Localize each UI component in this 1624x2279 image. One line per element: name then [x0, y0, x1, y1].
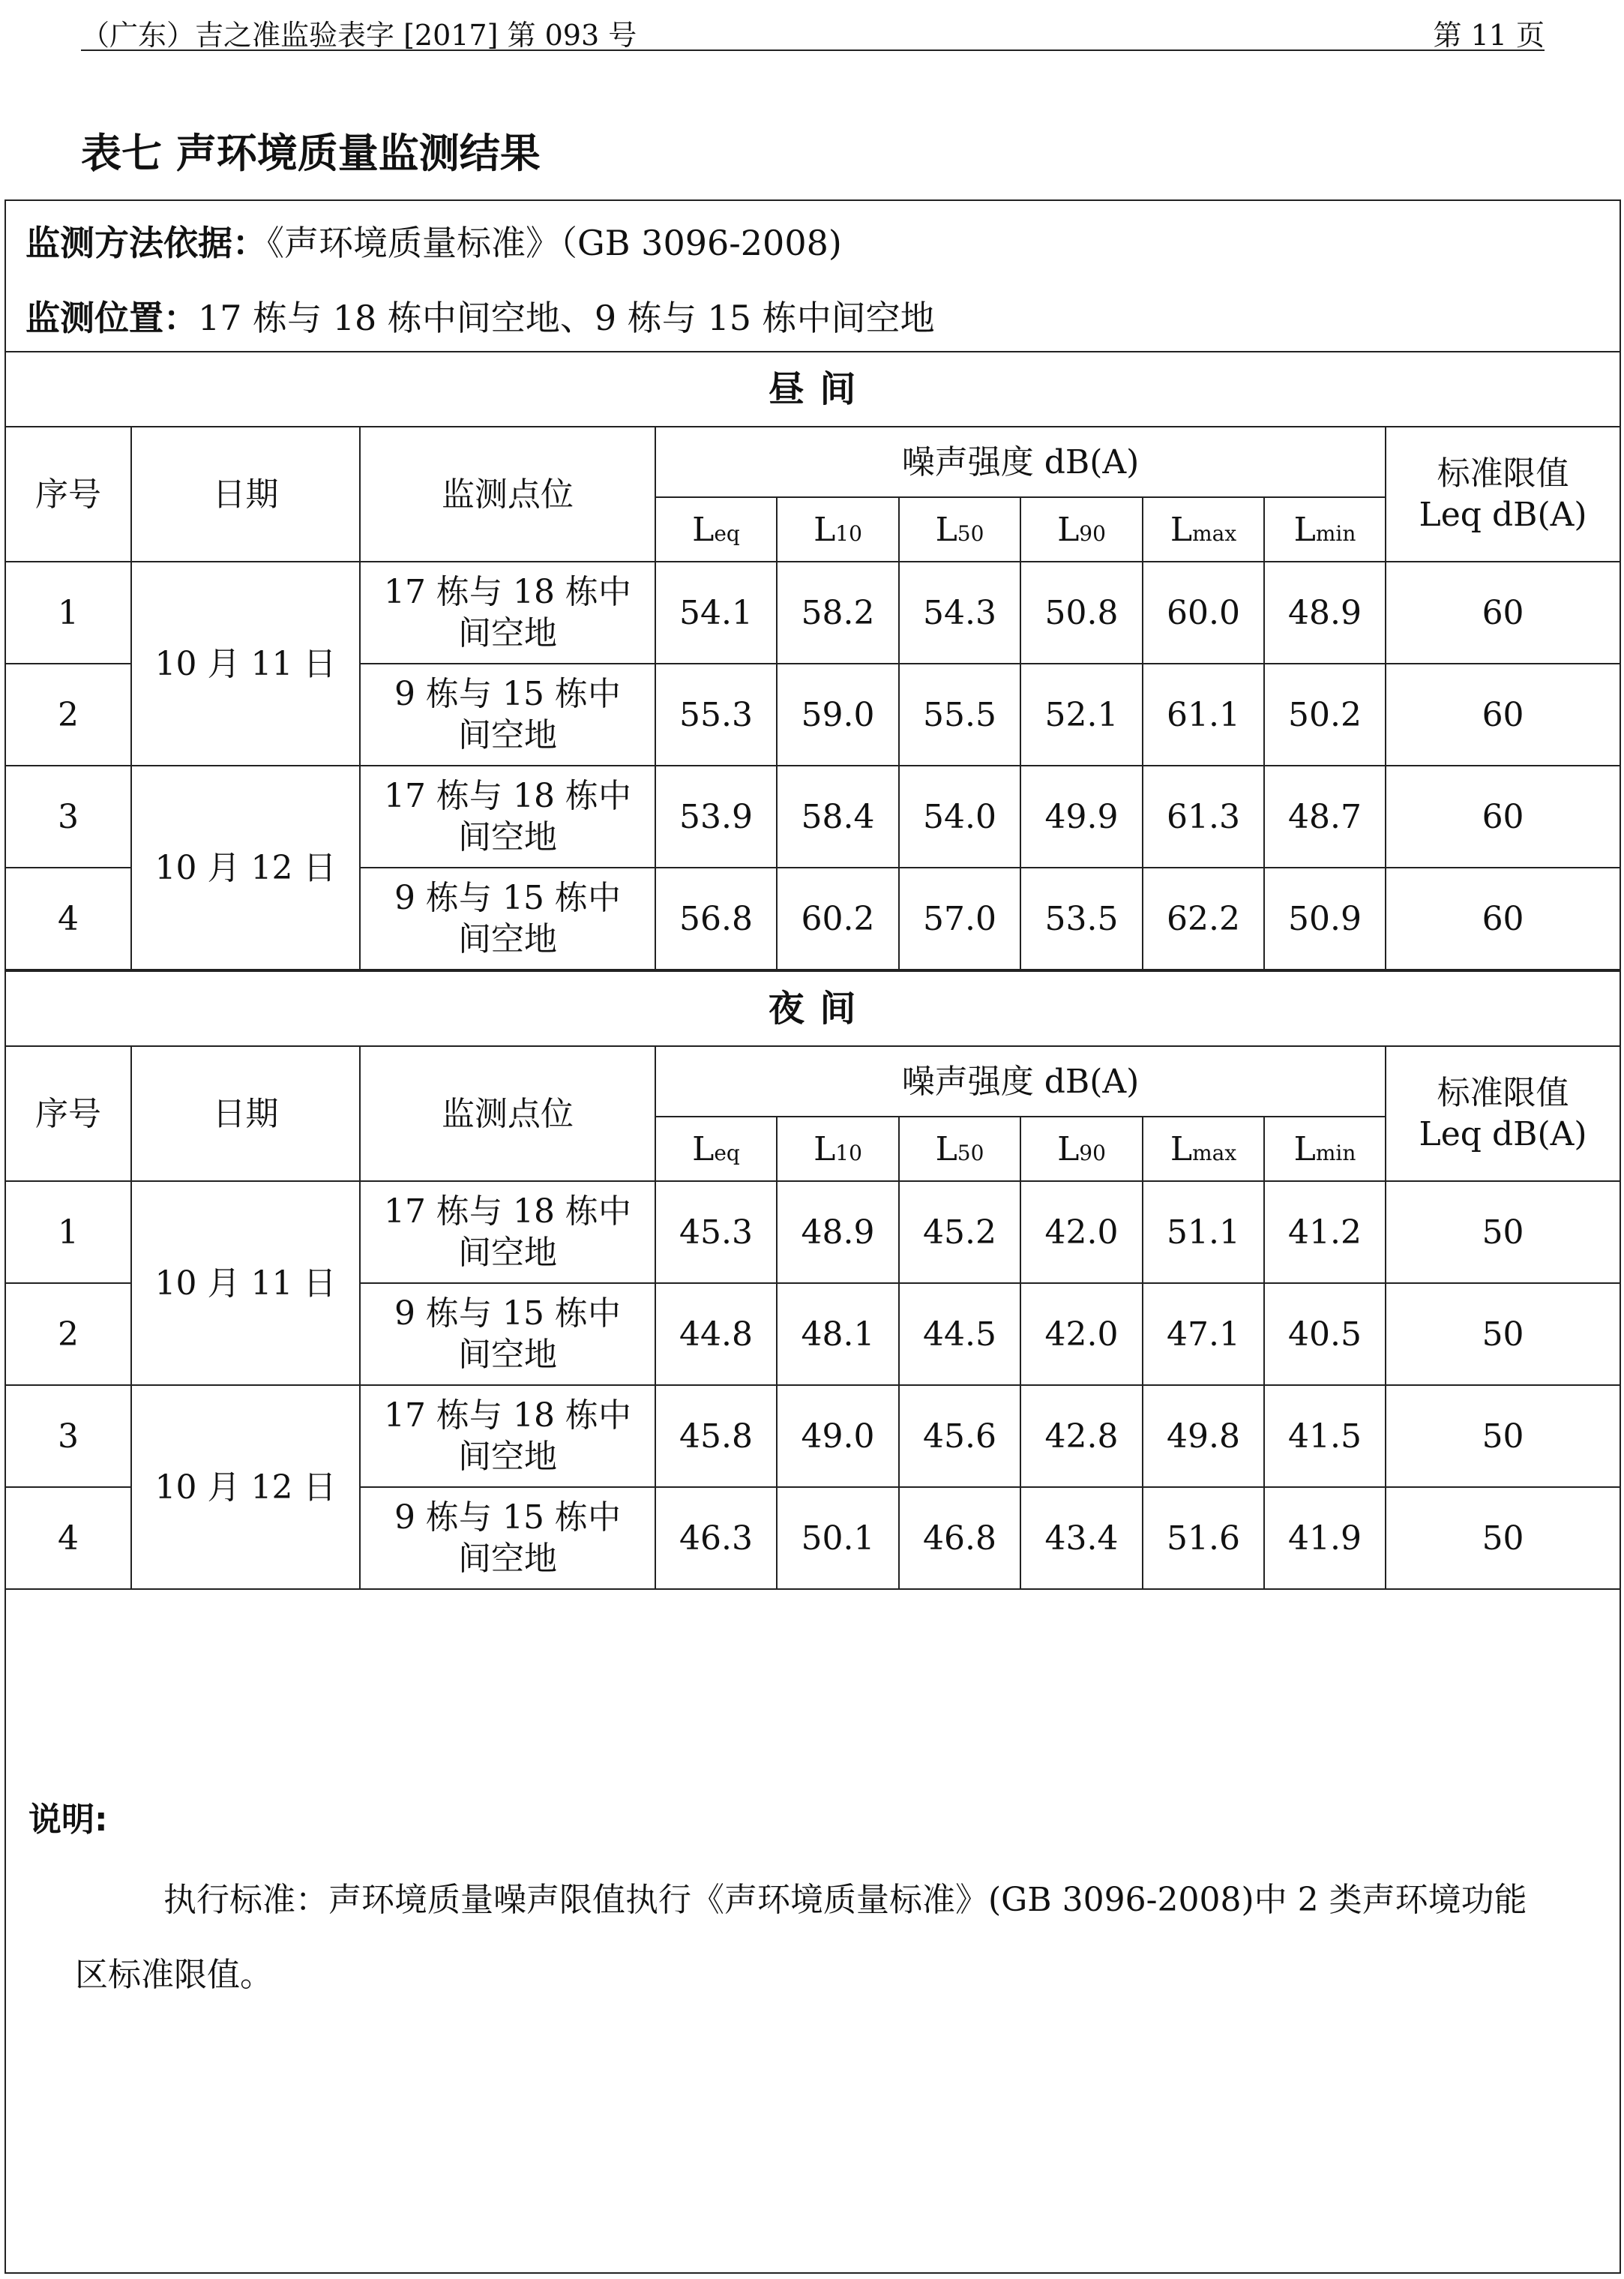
table-cell: 42.0	[1020, 1181, 1143, 1283]
table-cell: 58.2	[777, 562, 899, 664]
location-label: 监测位置：	[25, 298, 198, 338]
table-cell: 47.1	[1143, 1283, 1264, 1385]
table-cell: 48.9	[777, 1181, 899, 1283]
table-cell: 49.9	[1020, 766, 1143, 868]
subheader-l10: L10	[777, 497, 899, 562]
subheader-lmax: Lmax	[1143, 1117, 1264, 1181]
subheader-l10: L10	[777, 1117, 899, 1181]
table-cell: 41.9	[1264, 1487, 1386, 1589]
table-cell: 61.1	[1143, 664, 1264, 766]
date-cell: 10 月 12 日	[131, 1385, 360, 1589]
method-value: 《声环境质量标准》（GB 3096-2008)	[267, 223, 842, 263]
table-cell: 54.3	[899, 562, 1020, 664]
table-cell: 46.3	[655, 1487, 777, 1589]
table-cell: 50.8	[1020, 562, 1143, 664]
note-text: 执行标准：声环境质量噪声限值执行《声环境质量标准》(GB 3096-2008)中 2 类声环境功能区标准限值。	[75, 1881, 1527, 1994]
subheader-l50: L50	[899, 1117, 1020, 1181]
subheader-l90: L90	[1020, 497, 1143, 562]
table-cell: 49.8	[1143, 1385, 1264, 1487]
table-cell: 50	[1386, 1487, 1620, 1589]
table-cell: 3	[6, 1385, 131, 1487]
table-cell: 50.2	[1264, 664, 1386, 766]
table-cell: 44.8	[655, 1283, 777, 1385]
table-row	[6, 1181, 1620, 1283]
table-cell: 45.6	[899, 1385, 1020, 1487]
daytime-table	[6, 351, 1620, 970]
table-cell: 40.5	[1264, 1283, 1386, 1385]
table-cell: 50.9	[1264, 868, 1386, 970]
header-no: 序号	[6, 1046, 131, 1181]
results-frame	[4, 199, 1621, 2274]
subheader-lmin: Lmin	[1264, 1117, 1386, 1181]
table-cell: 41.5	[1264, 1385, 1386, 1487]
table-cell: 54.0	[899, 766, 1020, 868]
table-cell: 2	[6, 1283, 131, 1385]
page-header	[81, 6, 1545, 51]
table-cell: 50	[1386, 1283, 1620, 1385]
table-cell: 49.0	[777, 1385, 899, 1487]
table-cell: 48.9	[1264, 562, 1386, 664]
header-date: 日期	[131, 1046, 360, 1181]
table-cell: 42.0	[1020, 1283, 1143, 1385]
table-cell: 51.1	[1143, 1181, 1264, 1283]
table-cell: 2	[6, 664, 131, 766]
table-cell: 57.0	[899, 868, 1020, 970]
point-cell: 17 栋与 18 栋中 间空地	[360, 766, 655, 868]
point-cell: 9 栋与 15 栋中 间空地	[360, 868, 655, 970]
header-point: 监测点位	[360, 427, 655, 562]
table-cell: 48.1	[777, 1283, 899, 1385]
table-cell: 4	[6, 1487, 131, 1589]
date-cell: 10 月 11 日	[131, 1181, 360, 1385]
table-cell: 60.0	[1143, 562, 1264, 664]
subheader-l90: L90	[1020, 1117, 1143, 1181]
subheader-lmin: Lmin	[1264, 497, 1386, 562]
header-limit: 标准限值 Leq dB(A)	[1386, 1046, 1620, 1181]
table-cell: 53.5	[1020, 868, 1143, 970]
table-cell: 42.8	[1020, 1385, 1143, 1487]
table-cell: 41.2	[1264, 1181, 1386, 1283]
subheader-leq: Leq	[655, 497, 777, 562]
table-cell: 4	[6, 868, 131, 970]
note-label: 说明:	[28, 1801, 108, 1839]
table-cell: 3	[6, 766, 131, 868]
table-cell: 60	[1386, 664, 1620, 766]
table-cell: 50	[1386, 1385, 1620, 1487]
table-cell: 45.8	[655, 1385, 777, 1487]
location-line	[25, 291, 935, 340]
table-cell: 62.2	[1143, 868, 1264, 970]
header-noise: 噪声强度 dB(A)	[655, 427, 1386, 497]
daytime-banner: 昼 间	[6, 352, 1620, 427]
table-cell: 46.8	[899, 1487, 1020, 1589]
document-reference: （广东）吉之准监验表字 [2017] 第 093 号	[81, 19, 637, 52]
location-value: 17 栋与 18 栋中间空地、9 栋与 15 栋中间空地	[198, 298, 935, 338]
table-cell: 60	[1386, 562, 1620, 664]
table-cell: 60	[1386, 766, 1620, 868]
table-cell: 51.6	[1143, 1487, 1264, 1589]
table-cell: 60.2	[777, 868, 899, 970]
method-line	[25, 216, 842, 265]
table-cell: 43.4	[1020, 1487, 1143, 1589]
header-limit: 标准限值 Leq dB(A)	[1386, 427, 1620, 562]
table-cell: 1	[6, 562, 131, 664]
page-title: 表七 声环境质量监测结果	[81, 130, 541, 177]
date-cell: 10 月 11 日	[131, 562, 360, 766]
subheader-lmax: Lmax	[1143, 497, 1264, 562]
subheader-leq: Leq	[655, 1117, 777, 1181]
table-cell: 50.1	[777, 1487, 899, 1589]
table-cell: 60	[1386, 868, 1620, 970]
table-cell: 61.3	[1143, 766, 1264, 868]
date-cell: 10 月 12 日	[131, 766, 360, 970]
table-cell: 1	[6, 1181, 131, 1283]
table-cell: 58.4	[777, 766, 899, 868]
nighttime-table	[6, 970, 1620, 1590]
table-cell: 56.8	[655, 868, 777, 970]
table-cell: 55.3	[655, 664, 777, 766]
table-cell: 54.1	[655, 562, 777, 664]
point-cell: 9 栋与 15 栋中 间空地	[360, 1487, 655, 1589]
table-cell: 55.5	[899, 664, 1020, 766]
point-cell: 9 栋与 15 栋中 间空地	[360, 664, 655, 766]
table-cell: 44.5	[899, 1283, 1020, 1385]
table-row	[6, 1385, 1620, 1487]
header-date: 日期	[131, 427, 360, 562]
subheader-l50: L50	[899, 497, 1020, 562]
method-label: 监测方法依据：	[25, 223, 267, 263]
table-cell: 45.3	[655, 1181, 777, 1283]
header-point: 监测点位	[360, 1046, 655, 1181]
table-cell: 48.7	[1264, 766, 1386, 868]
header-noise: 噪声强度 dB(A)	[655, 1046, 1386, 1117]
table-cell: 50	[1386, 1181, 1620, 1283]
point-cell: 17 栋与 18 栋中 间空地	[360, 1181, 655, 1283]
header-no: 序号	[6, 427, 131, 562]
point-cell: 9 栋与 15 栋中 间空地	[360, 1283, 655, 1385]
nighttime-banner: 夜 间	[6, 971, 1620, 1046]
point-cell: 17 栋与 18 栋中 间空地	[360, 562, 655, 664]
table-row	[6, 766, 1620, 868]
table-cell: 45.2	[899, 1181, 1020, 1283]
point-cell: 17 栋与 18 栋中 间空地	[360, 1385, 655, 1487]
table-row	[6, 562, 1620, 664]
table-cell: 53.9	[655, 766, 777, 868]
table-cell: 52.1	[1020, 664, 1143, 766]
table-cell: 59.0	[777, 664, 899, 766]
page-number: 第 11 页	[1433, 19, 1545, 52]
